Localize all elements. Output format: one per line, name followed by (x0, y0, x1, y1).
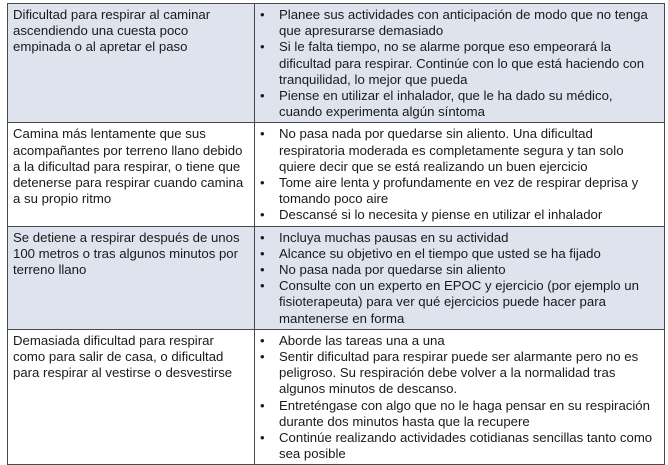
tip-item: • Entreténgase con algo que no le haga pensar en su respiración durante dos minutos hasta que la recupere (260, 398, 659, 430)
tip-item: • Piense en utilizar el inhalador, que le ha dado su médico, cuando experimenta algún síntoma (260, 88, 659, 120)
tip-item: • No pasa nada por quedarse sin aliento (260, 262, 659, 278)
tip-item: • Sentir dificultad para respirar puede ser alarmante pero no es peligroso. Su respiración debe volver a la normalidad tras algunos minutos de descanso. (260, 349, 659, 398)
tip-item: • Aborde las tareas una a una (260, 333, 659, 349)
tips-list (260, 126, 659, 223)
tip-item: • No pasa nada por quedarse sin aliento. Una dificultad respiratoria moderada es completamente segura y tan solo quiere decir que se está realizando un buen ejercicio (260, 126, 659, 175)
tip-item: • Descansé si lo necesita y piense en utilizar el inhalador (260, 207, 659, 223)
tips-list (260, 7, 659, 120)
tips-cell (255, 226, 665, 329)
tip-item: • Tome aire lenta y profundamente en vez de respirar deprisa y tomando poco aire (260, 175, 659, 207)
table-row (8, 123, 665, 226)
table-row (8, 329, 665, 465)
tips-list (260, 333, 659, 463)
condition-cell: Camina más lentamente que sus acompañantes por terreno llano debido a la dificultad para respirar, o tiene que detenerse para respirar cuando camina a su propio ritmo (8, 123, 255, 226)
tips-cell (255, 4, 665, 123)
tips-cell (255, 123, 665, 226)
condition-cell: Demasiada dificultad para respirar como para salir de casa, o dificultad para respirar al vestirse o desvestirse (8, 329, 255, 465)
breathlessness-advice-table (7, 3, 665, 465)
tip-item: • Consulte con un experto en EPOC y ejercicio (por ejemplo un fisioterapeuta) para ver qué ejercicios puede hacer para mantenerse en forma (260, 278, 659, 327)
tips-list (260, 230, 659, 327)
tip-item: • Si le falta tiempo, no se alarme porque eso empeorará la dificultad para respirar. Continúe con lo que está haciendo con tranquilidad, lo mejor que pueda (260, 39, 659, 88)
condition-cell: Se detiene a respirar después de unos 100 metros o tras algunos minutos por terreno llano (8, 226, 255, 329)
tip-item: • Continúe realizando actividades cotidianas sencillas tanto como sea posible (260, 430, 659, 462)
tip-item: • Incluya muchas pausas en su actividad (260, 230, 659, 246)
condition-cell: Dificultad para respirar al caminar ascendiendo una cuesta poco empinada o al apretar el paso (8, 4, 255, 123)
table-row (8, 226, 665, 329)
tips-cell (255, 329, 665, 465)
tip-item: • Planee sus actividades con anticipación de modo que no tenga que apresurarse demasiado (260, 7, 659, 39)
tip-item: • Alcance su objetivo en el tiempo que usted se ha fijado (260, 246, 659, 262)
table-row (8, 4, 665, 123)
